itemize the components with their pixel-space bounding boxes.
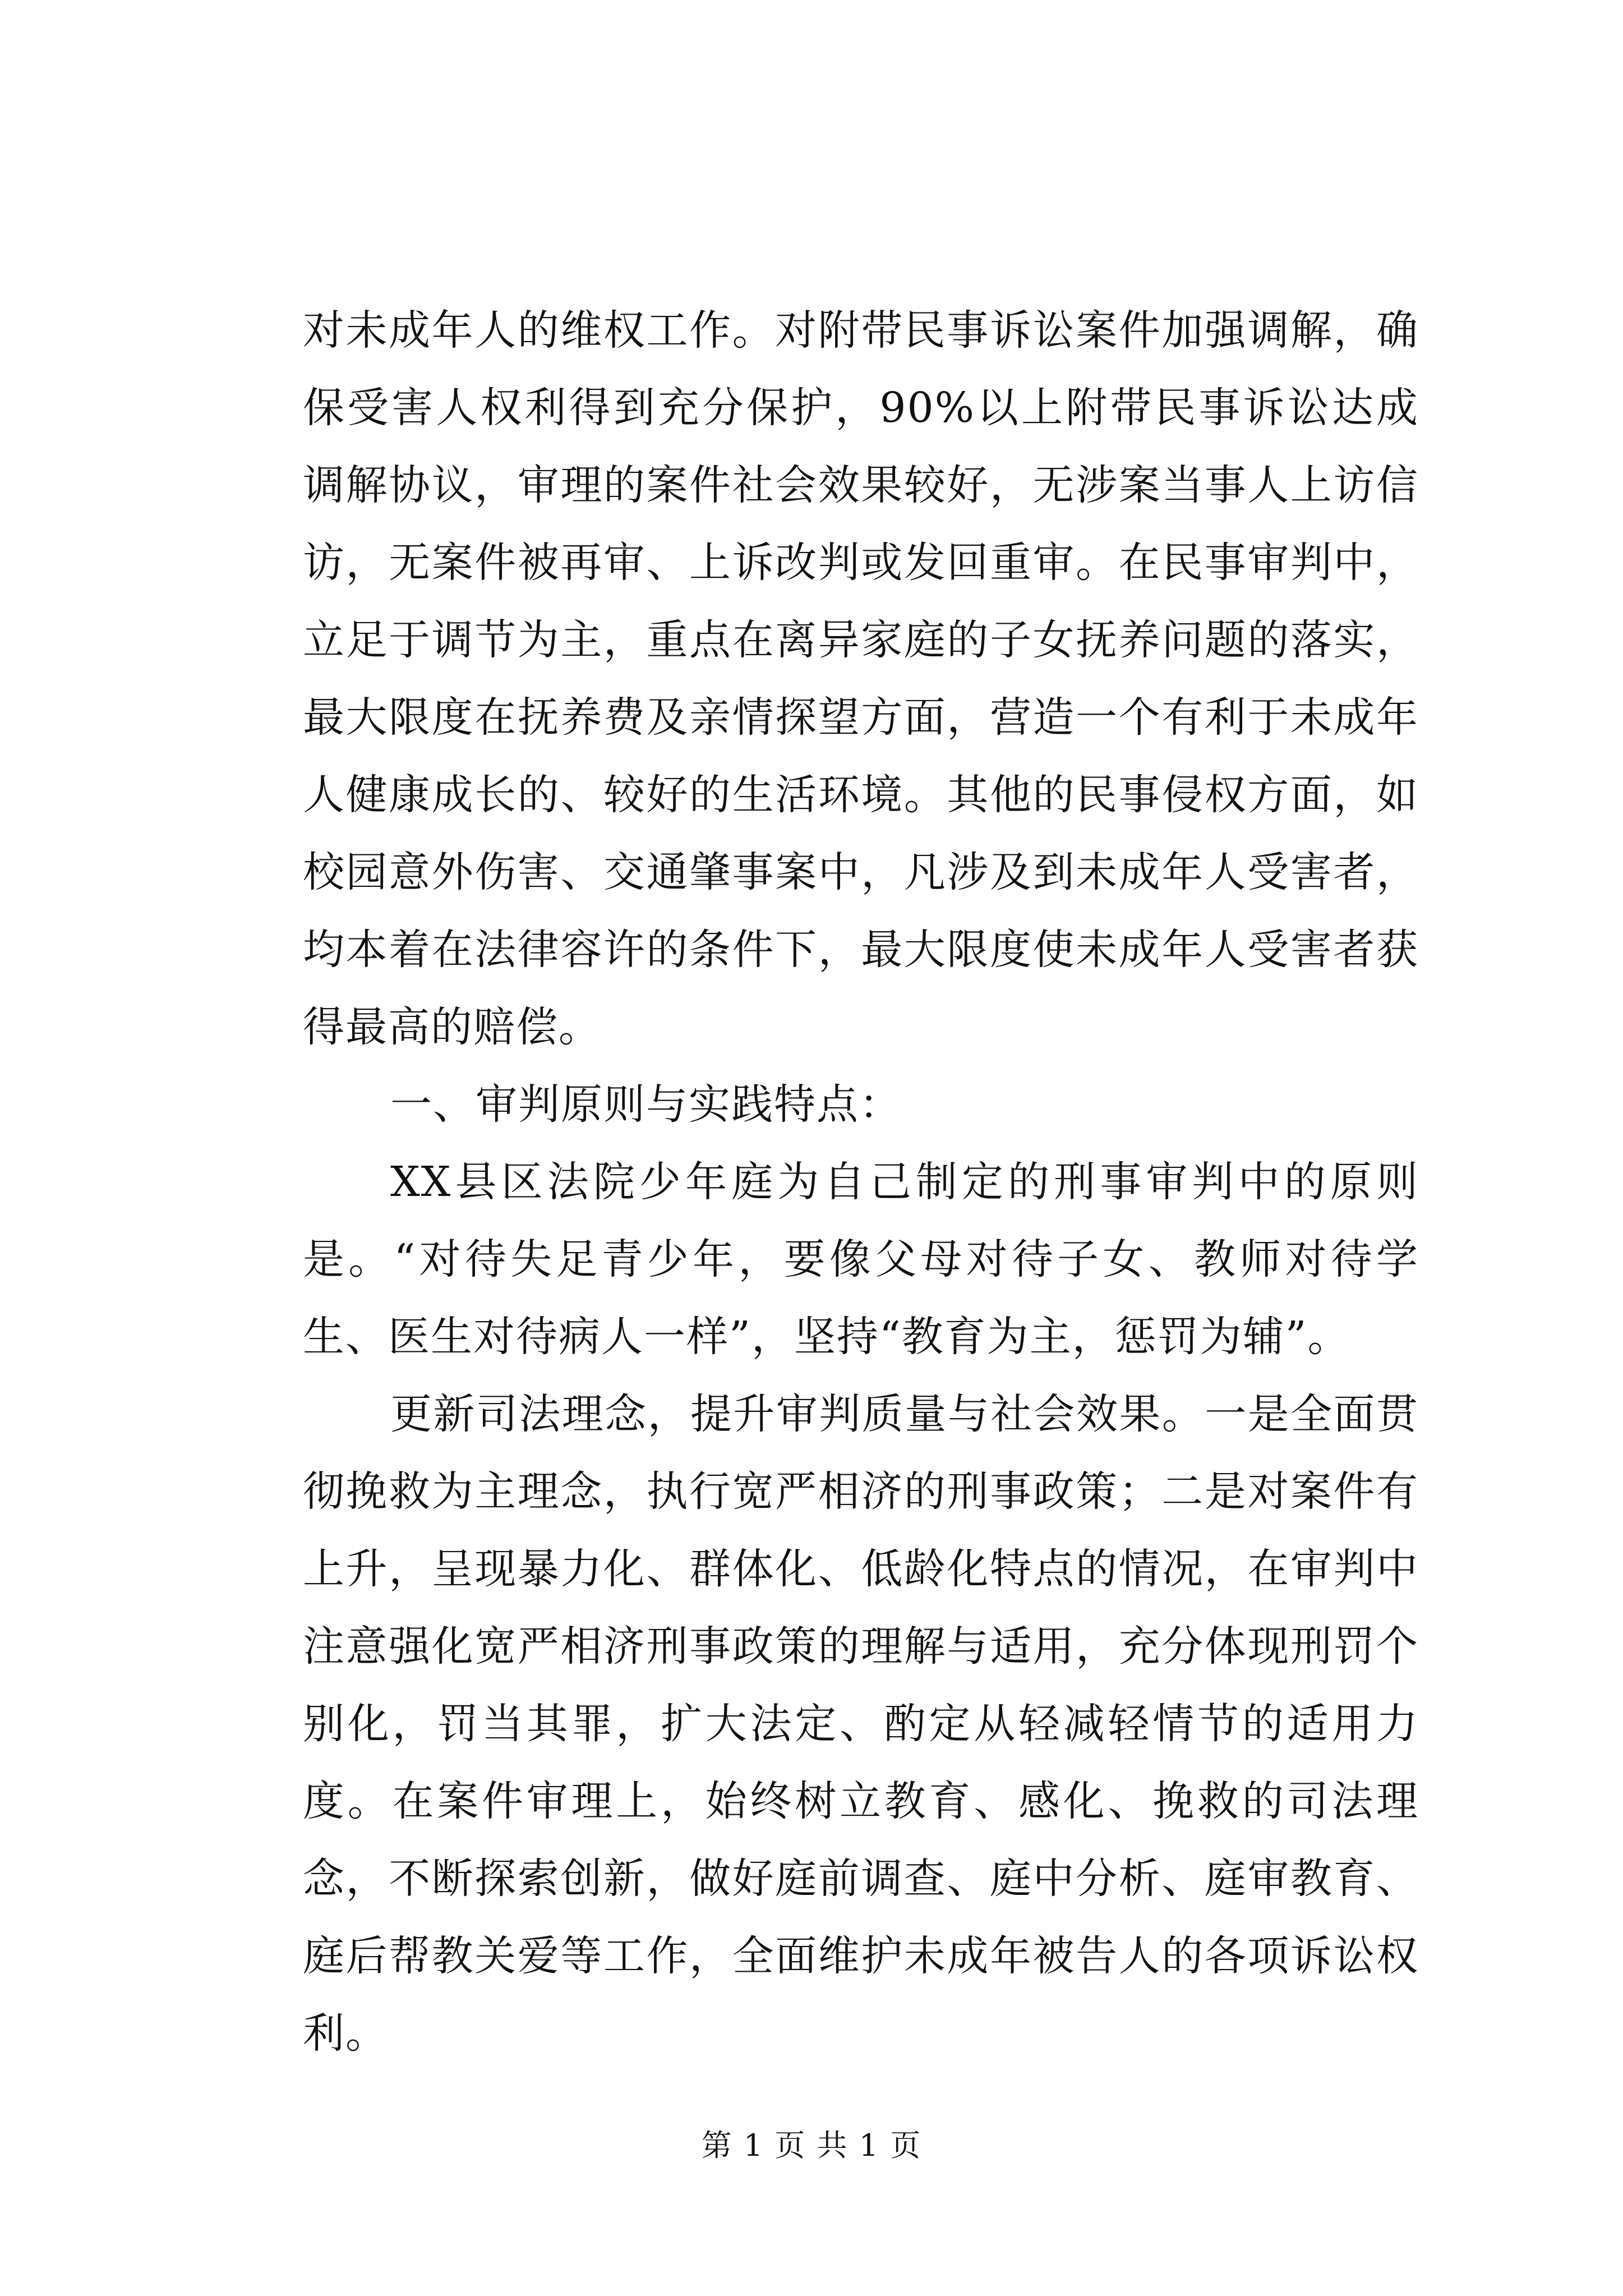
paragraph-judicial-philosophy: 更新司法理念，提升审判质量与社会效果。一是全面贯彻挽救为主理念，执行宽严相济的刑事政策；二是对案件有上升，呈现暴力化、群体化、低龄化特点的情况，在审判中注意强化宽严相济刑事政策的理解与适用，充分体现刑罚个别化，罚当其罪，扩大法定、酌定从轻减轻情节的适用力度。在案件审理上，始终树立教育、感化、挽救的司法理念，不断探索创新，做好庭前调查、庭中分析、庭审教育、庭后帮教关爱等工作，全面维护未成年被告人的各项诉讼权利。: [303, 1390, 1419, 2058]
paragraph-rights-protection: 对未成年人的维权工作。对附带民事诉讼案件加强调解，确保受害人权利得到充分保护，90%以上附带民事诉讼达成调解协议，审理的案件社会效果较好，无涉案当事人上访信访，无案件被再审、上诉改判或发回重审。在民事审判中，立足于调节为主，重点在离异家庭的子女抚养问题的落实，最大限度在抚养费及亲情探望方面，营造一个有利于未成年人健康成长的、较好的生活环境。其他的民事侵权方面，如校园意外伤害、交通肇事案中，凡涉及到未成年人受害者，均本着在法律容许的条件下，最大限度使未成年人受害者获得最高的赔偿。: [303, 306, 1419, 1051]
page-footer: 第 1 页 共 1 页: [701, 2128, 922, 2163]
document-body: [303, 292, 1419, 2072]
section-heading-trial-principles: 一、审判原则与实践特点：: [390, 1080, 902, 1129]
paragraph-juvenile-court-principles: XX县区法院少年庭为自己制定的刑事审判中的原则是。“对待失足青少年，要像父母对待子女、教师对待学生、医生对待病人一样”，坚持“教育为主，惩罚为辅”。: [303, 1158, 1419, 1361]
